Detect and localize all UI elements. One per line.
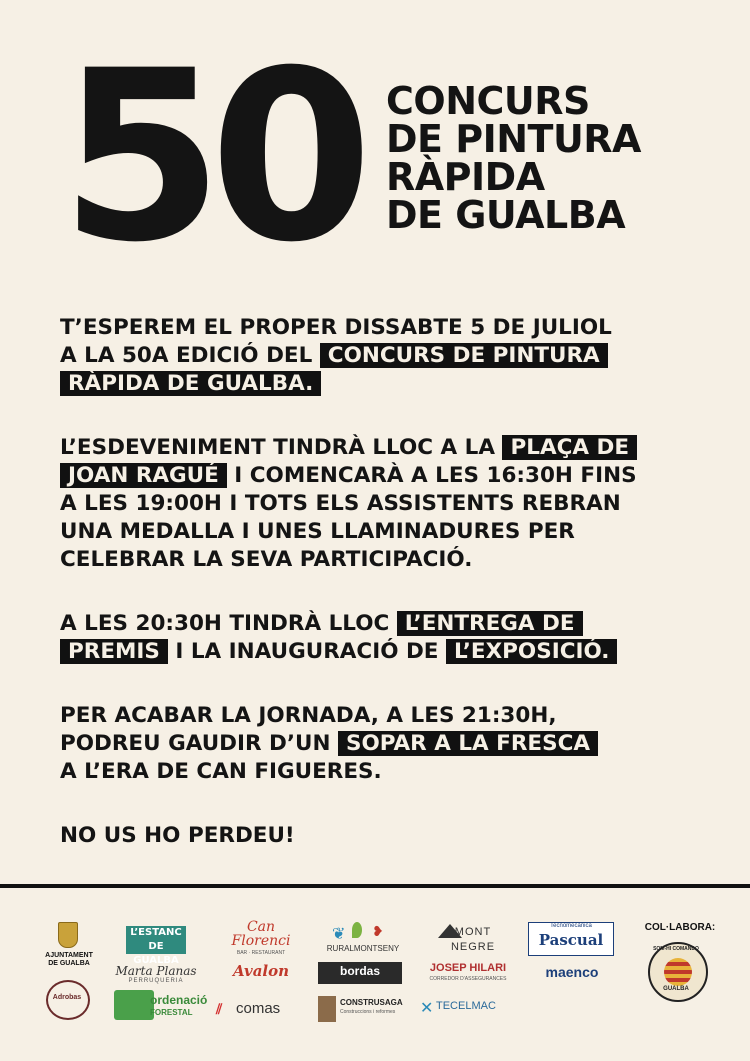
logo-maenco: maenco — [545, 964, 599, 980]
title-line-3: RÀPIDA — [386, 155, 545, 199]
logo-ordenacio: ordenació — [150, 993, 208, 1007]
text-line: A L’ERA DE CAN FIGUERES. — [60, 759, 382, 784]
text-line — [60, 610, 720, 638]
text-segment: A LES 20:30H TINDRÀ LLOC — [60, 611, 397, 636]
text-line: NO US HO PERDEU! — [60, 823, 295, 848]
highlight-awards-cont: PREMIS — [60, 639, 168, 664]
butterfly-icon: ❦ — [332, 924, 346, 943]
text-line — [60, 638, 720, 666]
text-segment: I COMENCARÀ A LES 16:30H FINS — [226, 463, 637, 488]
text-segment: I LA INAUGURACIÓ DE — [167, 639, 446, 664]
bird-icon: ❥ — [372, 924, 384, 940]
tree-icon — [114, 990, 154, 1020]
highlight-awards: L’ENTREGA DE — [397, 611, 583, 636]
highlight-location-cont: JOAN RAGUÉ — [60, 463, 227, 488]
highlight-exhibition: L’EXPOSICIÓ. — [446, 639, 617, 664]
footer-divider — [0, 884, 750, 888]
logo-can-florenci-subtitle: BAR · RESTAURANT — [236, 950, 286, 956]
event-description — [60, 314, 720, 886]
text-line: PER ACABAR LA JORNADA, A LES 21:30H, — [60, 703, 557, 728]
text-line — [60, 370, 720, 398]
logo-josep-hilari: JOSEP HILARI — [429, 962, 507, 974]
flag-icon — [664, 958, 692, 986]
text-line: A LES 19:00H I TOTS ELS ASSISTENTS REBRAN — [60, 491, 621, 516]
logo-comas: comas — [236, 1000, 281, 1017]
logo-pascual-top: Tecnomecànica — [550, 923, 592, 929]
logo-can-florenci: Can Florenci — [231, 919, 291, 949]
title-line-2: DE PINTURA — [386, 117, 641, 161]
text-line — [60, 342, 720, 370]
logo-tecelmac: TECELMAC — [436, 1000, 496, 1012]
logo-bordas: bordas — [339, 964, 380, 978]
text-line: UNA MEDALLA I UNES LLAMINADURES PER — [60, 519, 575, 544]
logo-marta-planas: Marta Planas — [115, 964, 197, 978]
text-segment: A LA 50A EDICIÓ DEL — [60, 343, 320, 368]
title-line-1: CONCURS — [386, 79, 590, 123]
highlight-dinner: SOPAR A LA FRESCA — [338, 731, 598, 756]
title-line-4: DE GUALBA — [386, 193, 626, 237]
colabora-label: COL·LABORA: — [644, 922, 716, 933]
text-segment: L’ESDEVENIMENT TINDRÀ LLOC A LA — [60, 435, 503, 460]
edition-number: 50 — [60, 21, 360, 294]
text-segment: PODREU GAUDIR D’UN — [60, 731, 338, 756]
ajuntament-shield-icon — [58, 922, 78, 948]
logo-gualba: GUALBA — [663, 986, 689, 992]
text-line — [60, 730, 720, 758]
construction-icon — [318, 996, 336, 1022]
text-line — [60, 462, 720, 490]
paragraph-location — [60, 434, 720, 574]
paragraph-closing — [60, 822, 720, 850]
logo-ajuntament: AJUNTAMENT DE GUALBA — [45, 952, 93, 967]
text-line — [60, 434, 720, 462]
logo-adrobas: Adrobas — [52, 994, 82, 1001]
highlight-contest-name-cont: RÀPIDA DE GUALBA. — [60, 371, 321, 396]
leaf-icon — [352, 922, 362, 938]
text-line: T’ESPEREM EL PROPER DISSABTE 5 DE JULIOL — [60, 315, 612, 340]
logo-construsaga-subtitle: Construccions i reformes — [340, 1009, 396, 1015]
logo-construsaga: CONSTRUSAGA — [340, 998, 403, 1007]
logo-perruqueria: PERRUQUERIA — [128, 978, 184, 984]
highlight-contest-name: CONCURS DE PINTURA — [320, 343, 608, 368]
logo-corredor: CORREDOR D’ASSEGURANCES — [429, 976, 507, 982]
paragraph-invitation — [60, 314, 720, 398]
logo-mont-negre: MONT NEGRE — [450, 926, 496, 953]
comas-mark-icon: ⫽ — [216, 1002, 223, 1018]
event-title — [386, 79, 641, 237]
logo-forestal: FORESTAL — [150, 1008, 193, 1017]
tecelmac-x-icon: ✕ — [420, 998, 434, 1017]
logo-rural-montseny: RURALMONTSENY — [326, 944, 400, 953]
logo-pascual: Pascual — [538, 931, 604, 949]
highlight-location: PLAÇA DE — [502, 435, 637, 460]
logo-avalon: Avalon — [232, 962, 290, 980]
paragraph-dinner — [60, 702, 720, 786]
paragraph-awards — [60, 610, 720, 666]
logo-estanc: L’ESTANC DE GUALBA — [126, 926, 186, 954]
logo-somhi: SOM-HI COMANDO — [653, 946, 699, 952]
text-line: CELEBRAR LA SEVA PARTICIPACIÓ. — [60, 547, 473, 572]
